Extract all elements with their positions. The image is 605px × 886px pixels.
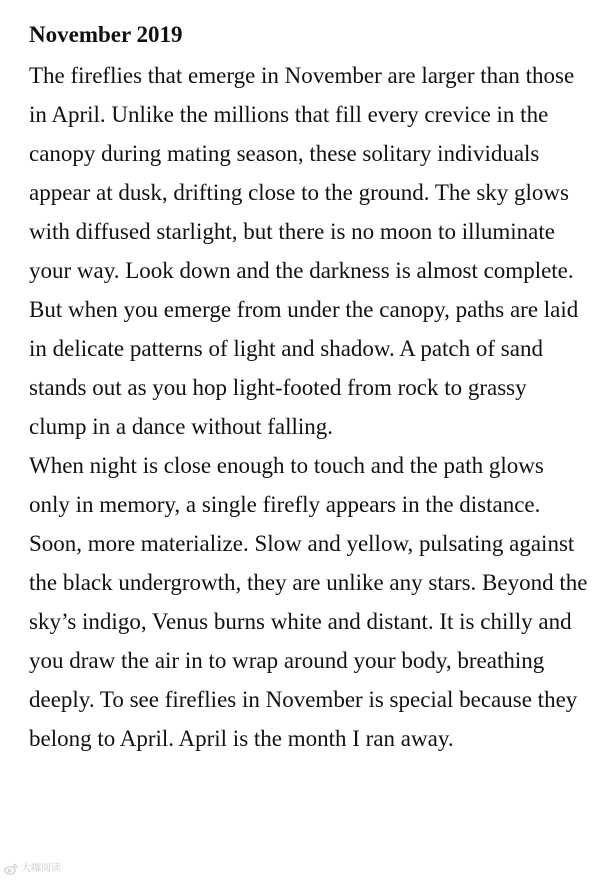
paragraph-1: The fireflies that emerge in November are larger than those in April. Unlike the millions that fill every crevice in the canopy during mating season, these solitary individuals appear at dusk, drifting close to the ground. The sky glows with diffused starlight, but there is no moon to illuminate your way. Look down and the darkness is almost complete. But when you emerge from under the canopy, paths are laid in delicate patterns of light and shadow. A patch of sand stands out as you hop light-footed from rock to grassy clump in a dance without falling. — [29, 63, 579, 439]
watermark — [4, 862, 61, 876]
page-title: November 2019 — [29, 22, 183, 47]
paragraph-2: When night is close enough to touch and the path glows only in memory, a single firefly appears in the distance. Soon, more materialize. Slow and yellow, pulsating against the black undergrowth, they are unlike any stars. Beyond the sky’s indigo, Venus burns white and distant. It is chilly and you draw the air in to wrap around your body, breathing deeply. To see fireflies in November is special because they belong to April. April is the month I ran away. — [29, 453, 588, 751]
article — [29, 14, 589, 758]
watermark-text: 大咖阅读 — [21, 863, 61, 874]
weibo-icon — [4, 862, 18, 876]
